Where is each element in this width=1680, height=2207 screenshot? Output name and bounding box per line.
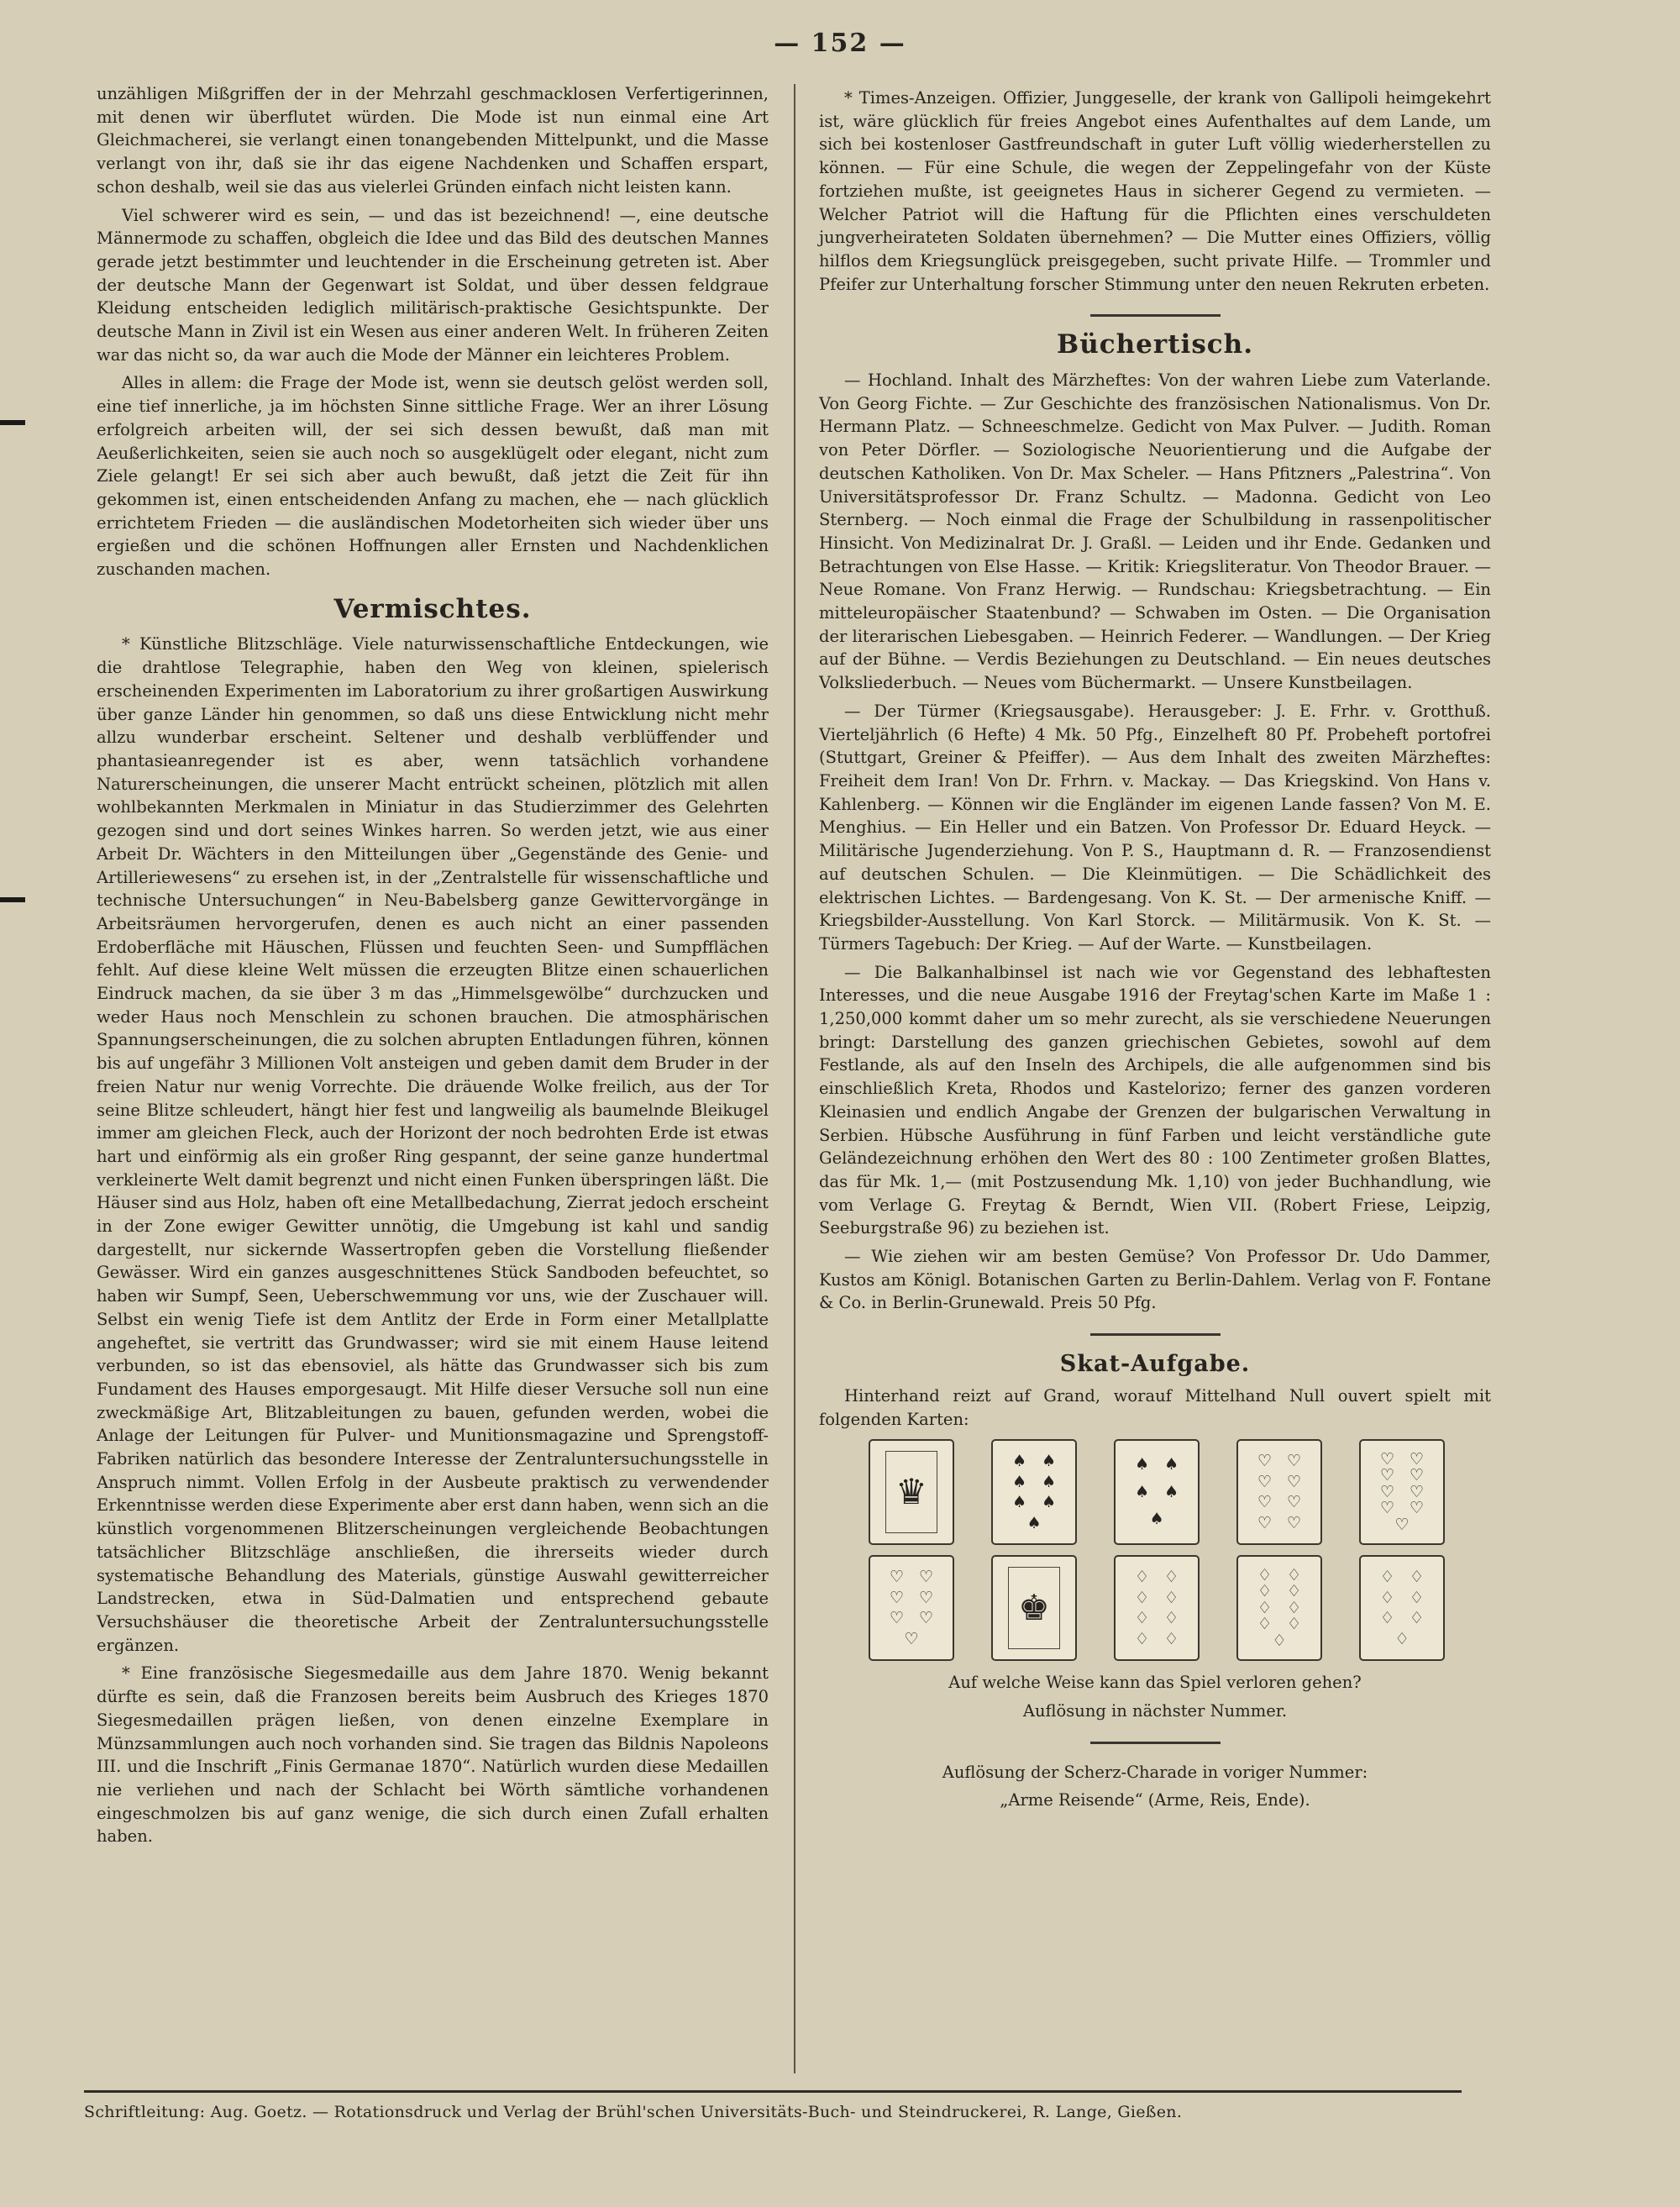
card-pips [1005, 1451, 1063, 1533]
playing-card [1236, 1439, 1322, 1545]
card-pips [1127, 1451, 1186, 1533]
margin-mark [0, 897, 25, 902]
suit-pip-icon: ♡ [918, 1568, 934, 1587]
suit-pip-icon: ♢ [1257, 1598, 1273, 1617]
suit-pip-icon: ♢ [1286, 1598, 1302, 1617]
suit-pip-icon: ♠ [1163, 1482, 1179, 1501]
suit-pip-icon: ♠ [1163, 1455, 1179, 1474]
suit-pip-icon: ♠ [1011, 1493, 1027, 1512]
margin-mark [0, 420, 25, 425]
playing-card [869, 1555, 954, 1661]
news-item: * Künstliche Blitzschläge. Viele naturwissenschaftliche Entdeckungen, wie die drahtlose Telegraphie, haben den Weg von kleinen, spielerisch erscheinenden Experimenten im Laboratorium zu ihrer großartigen Auswirkung über ganze Länder hin genommen, so daß uns diese Entwicklung nicht mehr allzu wunderbar erscheint. Seltener und deshalb verblüffender und phantasieanregender ist es aber, wenn tatsächlich vorhandene Naturerscheinungen, die unserer Macht entrückt scheinen, plötzlich mit allen wohlbekannten Merkmalen in Miniatur in das Studierzimmer des Gelehrten gezogen sind und dort seines Winkes harren. So werden jetzt, wie aus einer Arbeit Dr. Wächters in den Mitteilungen über „Gegenstände des Genie- und Artilleriewesens“ zu ersehen ist, in der „Zentralstelle für wissenschaftliche und technische Untersuchungen“ in Neu-Babelsberg ganze Gewittervorgänge in Arbeitsräumen hervorgerufen, denen es auch nicht an einer passenden Erdoberfläche mit Häuschen, Flüssen und feuchten Seen- und Sumpfflächen fehlt. Auf diese kleine Welt müssen die erzeugten Blitze einen schauerlichen Eindruck machen, da sie über 3 m das „Himmelsgewölbe“ durchzucken und weder Haus noch Menschlein zu schonen brauchen. Die atmosphärischen Spannungserscheinungen, die zu solchen abrupten Entladungen führen, können bis auf ungefähr 3 Millionen Volt ansteigen und geben damit dem Bruder in der freien Natur nur wenig Vorrechte. Die dräuende Wolke freilich, aus der Tor seine Blitze schleudert, hängt hier fest und langweilig als baumelnde Bleikugel immer am gleichen Fleck, auch der Horizont der noch bedrohten Erde ist etwas hart und einförmig als ein großer Ring gespannt, der seine ganze hundertmal verkleinerte Welt damit begrenzt und nicht einen Funken überspringen läßt. Die Häuser sind aus Holz, haben oft eine Metallbedachung, Zierrat jedoch erscheint in der Zone ewiger Gewitter unnötig, die Umgebung ist kahl und sandig dargestellt, nur sickernde Wassertropfen geben die Vorstellung fließender Gewässer. Wird ein ganzes ausgeschnittenes Stück Sandboden befeuchtet, so haben wir Sumpf, Seen, Ueberschwemmung vor uns, wie der Zuschauer will. Selbst ein wenig Tiefe ist dem Antlitz der Erde in Form einer Metallplatte angeheftet, sie vertritt das Grundwasser; wird sie mit einem Hause leitend verbunden, so ist das ebensoviel, als hätte das Grundwasser sich bis zum Fundament des Hauses emporgesaugt. Mit Hilfe dieser Versuche soll nun eine zweckmäßige Art, Blitzableitungen zu bauen, gefunden werden, wobei die Anlage der Leitungen für Pulver- und Munitionsmagazine und Sprengstoff-Fabriken natürlich das besondere Interesse der Zentraluntersuchungsstelle in Anspruch nimmt. Vollen Erfolg in der Ausbeute praktisch zu verwendender Erkenntnisse werden diese Experimente aber erst dann haben, wenn sich an die künstlich vorgenommenen Blitzerscheinungen vergleichende Beobachtungen tatsächlicher Blitzschläge anschließen, die ihrerseits wieder durch systematische Behandlung des Materials, günstige Auswahl gewitterreicher Landstrecken, etwa in Süd-Dalmatien und entsprechend gebaute Versuchshäuser die theoretische Arbeit der Zentraluntersuchungsstelle ergänzen. [97, 634, 769, 1655]
suit-pip-icon: ♡ [889, 1568, 905, 1587]
card-pips [1373, 1451, 1431, 1533]
book-entry: — Die Balkanhalbinsel ist nach wie vor Gegenstand des lebhaftesten Interesses, und die neue Ausgabe 1916 der Freytag'schen Karte im Maße 1 : 1,250,000 kommt daher um so mehr zurecht, als sie verschiedene Neuerungen bringt: Darstellung des ganzen griechischen Gebietes, sowohl auf dem Festlande, als auf den Inseln des Archipels, die alle aufgenommen sind bis einschließlich Kreta, Rhodos und Kastelorizo; ferner des ganzen vorderen Kleinasien und endlich Angabe der Grenzen der bulgarischen Verwaltung in Serbien. Hübsche Ausführung in fünf Farben und leicht verständliche gute Geländezeichnung erhöhen den Wert des 80 : 100 Zentimeter großen Blattes, das für Mk. 1,— (mit Postzusendung Mk. 1,10) von jeder Buchhandlung, wie vom Verlage G. Freytag & Berndt, Wien VII. (Robert Friese, Leipzig, Seeburgstraße 96) zu beziehen ist. [819, 962, 1491, 1238]
right-column [819, 87, 1491, 1817]
suit-pip-icon: ♢ [1134, 1629, 1150, 1648]
playing-card [1114, 1439, 1200, 1545]
card-pips [1127, 1567, 1186, 1649]
suit-pip-icon: ♡ [1286, 1513, 1302, 1532]
suit-pip-icon: ♢ [1134, 1609, 1150, 1628]
suit-pip-icon: ♠ [1026, 1513, 1042, 1532]
suit-pip-icon: ♢ [1134, 1588, 1150, 1607]
suit-pip-icon: ♡ [1409, 1482, 1425, 1501]
imprint-footer: Schriftleitung: Aug. Goetz. — Rotationsdruck und Verlag der Brühl'schen Universitäts-Buch- und Steindruckerei, R. Lange, Gießen. [84, 2090, 1462, 2121]
charade-answer: „Arme Reisende“ (Arme, Reis, Ende). [1000, 1790, 1310, 1810]
suit-pip-icon: ♢ [1163, 1588, 1179, 1607]
suit-pip-icon: ♡ [1286, 1472, 1302, 1491]
page-number: — 152 — [774, 29, 906, 58]
playing-card [869, 1439, 954, 1545]
suit-pip-icon: ♡ [918, 1609, 934, 1628]
court-card-figure-icon: ♛ [885, 1451, 937, 1533]
skat-question: Auf welche Weise kann das Spiel verloren gehen? [948, 1673, 1362, 1693]
suit-pip-icon: ♢ [1379, 1609, 1395, 1628]
suit-pip-icon: ♢ [1257, 1615, 1273, 1634]
suit-pip-icon: ♡ [1257, 1472, 1273, 1491]
suit-pip-icon: ♡ [1286, 1493, 1302, 1512]
card-pips [1373, 1567, 1431, 1649]
skat-card-grid [819, 1439, 1491, 1661]
suit-pip-icon: ♠ [1011, 1472, 1027, 1491]
card-pips [1250, 1567, 1309, 1649]
suit-pip-icon: ♡ [1379, 1466, 1395, 1485]
suit-pip-icon: ♢ [1409, 1609, 1425, 1628]
card-pips [1250, 1451, 1309, 1533]
book-entry: — Wie ziehen wir am besten Gemüse? Von Professor Dr. Udo Dammer, Kustos am Königl. Botanischen Garten zu Berlin-Dahlem. Verlag von F. Fontane & Co. in Berlin-Grunewald. Preis 50 Pfg. [819, 1247, 1491, 1313]
suit-pip-icon: ♢ [1163, 1609, 1179, 1628]
playing-card [991, 1555, 1077, 1661]
suit-pip-icon: ♡ [1286, 1452, 1302, 1471]
suit-pip-icon: ♡ [889, 1588, 905, 1607]
section-rule [1090, 1742, 1221, 1744]
suit-pip-icon: ♢ [1286, 1615, 1302, 1634]
article-paragraph: Alles in allem: die Frage der Mode ist, wenn sie deutsch gelöst werden soll, eine tief innerliche, ja im höchsten Sinne sittliche Frage. Wer an ihrer Lösung erfolgreich arbeiten will, der sei sich dessen bewußt, daß man mit Aeußerlichkeiten, seien sie auch noch so ausgeklügelt oder elegant, nicht zum Ziele gelangt! Er sei sich aber auch bewußt, daß jetzt die Zeit für ihn gekommen ist, einen entscheidenden Anfang zu machen, ehe — nach glücklich errichtetem Frieden — die ausländischen Modetorheiten sich wieder über uns ergießen und die schönen Hoffnungen aller Ernsten und Nachdenklichen zuschanden machen. [97, 373, 769, 580]
suit-pip-icon: ♢ [1134, 1568, 1150, 1587]
suit-pip-icon: ♡ [1379, 1482, 1395, 1501]
section-title-vermischtes: Vermischtes. [333, 593, 532, 624]
book-entry: — Hochland. Inhalt des Märzheftes: Von der wahren Liebe zum Vaterlande. Von Georg Fichte. — Zur Geschichte des französischen Nationalismus. Von Dr. Hermann Platz. — Schneeschmelze. Gedicht von Max Pulver. — Judith. Roman von Peter Dörfler. — Soziologische Neuorientierung und die Aufgabe der deutschen Katholiken. Von Dr. Max Scheler. — Hans Pfitzners „Palestrina“. Von Universitätsprofessor Dr. Franz Schultz. — Madonna. Gedicht von Leo Sternberg. — Noch einmal die Frage der Schulbildung in rassenpolitischer Hinsicht. Von Medizinalrat Dr. J. Graßl. — Leiden und ihr Ende. Gedanken und Betrachtungen von Else Hasse. — Kritik: Kriegsliteratur. Von Theodor Brauer. — Neue Romane. Von Franz Herwig. — Rundschau: Kriegsbetrachtung. — Ein mitteleuropäischer Staatenbund? — Schwaben im Osten. — Die Organisation der literarischen Liebesgaben. — Heinrich Federer. — Wandlungen. — Der Krieg auf der Bühne. — Verdis Beziehungen zu Deutschland. — Ein neues deutsches Volksliederbuch. — Neues vom Büchermarkt. — Unsere Kunstbeilagen. [819, 370, 1491, 693]
section-title-skat: Skat-Aufgabe. [1059, 1351, 1251, 1378]
suit-pip-icon: ♢ [1257, 1565, 1273, 1584]
skat-intro: Hinterhand reizt auf Grand, worauf Mittelhand Null ouvert spielt mit folgenden Karten: [819, 1385, 1491, 1429]
news-item: * Eine französische Siegesmedaille aus dem Jahre 1870. Wenig bekannt dürfte es sein, daß die Franzosen bereits beim Ausbruch des Krieges 1870 Siegesmedaillen prägen ließen, von denen einzelne Exemplare in Münzsammlungen auch noch vorhanden sind. Sie tragen das Bildnis Napoleons III. und die Inschrift „Finis Germanae 1870“. Natürlich wurden diese Medaillen nie verliehen und nach der Schlacht bei Wörth sämtliche vorhandenen eingeschmolzen bis auf ganz wenige, die sich durch einen Zufall erhalten haben. [97, 1663, 769, 1847]
playing-card [1359, 1555, 1445, 1661]
suit-pip-icon: ♡ [1409, 1499, 1425, 1518]
suit-pip-icon: ♢ [1163, 1629, 1179, 1648]
suit-pip-icon: ♢ [1272, 1631, 1287, 1650]
suit-pip-icon: ♠ [1011, 1452, 1027, 1471]
charade-heading: Auflösung der Scherz-Charade in voriger Nummer: [942, 1762, 1368, 1782]
suit-pip-icon: ♡ [1379, 1449, 1395, 1469]
suit-pip-icon: ♡ [904, 1629, 919, 1648]
column-divider [794, 84, 795, 2073]
article-paragraph: unzähligen Mißgriffen der in der Mehrzahl geschmacklosen Verfertigerinnen, mit denen wir überflutet würden. Die Mode ist nun einmal eine Art Gleichmacherei, sie verlangt einen tonangebenden Mittelpunkt, und die Masse verlangt von ihr, daß sie ihr das eigene Nachdenken und Schaffen erspart, schon deshalb, weil sie das aus vielerlei Gründen einfach nicht leisten kann. [97, 84, 769, 197]
left-column [97, 82, 769, 1853]
suit-pip-icon: ♠ [1134, 1482, 1150, 1501]
playing-card [1236, 1555, 1322, 1661]
suit-pip-icon: ♠ [1041, 1472, 1057, 1491]
suit-pip-icon: ♡ [1257, 1493, 1273, 1512]
book-entry: — Der Türmer (Kriegsausgabe). Herausgeber: J. E. Frhr. v. Grotthuß. Vierteljährlich (6 Hefte) 4 Mk. 50 Pfg., Einzelheft 80 Pf. Probeheft portofrei (Stuttgart, Greiner & Pfeiffer). — Aus dem Inhalt des zweiten Märzheftes: Freiheit dem Iran! Von Dr. Frhrn. v. Mackay. — Das Kriegskind. Von Hans v. Kahlenberg. — Können wir die Engländer im eigenen Lande fassen? Von M. E. Menghius. — Ein Heller und ein Batzen. Von Professor Dr. Eduard Heyck. — Militärische Jugenderziehung. Von P. S., Hauptmann d. R. — Franzosendienst auf deutschen Schulen. — Die Kleinmütigen. — Die Schädlichkeit des elektrischen Lichtes. — Bardengesang. Von K. St. — Der armenische Kniff. — Kriegsbilder-Ausstellung. Von Karl Storck. — Militärmusik. Von K. St. — Türmers Tagebuch: Der Krieg. — Auf der Warte. — Kunstbeilagen. [819, 701, 1491, 954]
suit-pip-icon: ♡ [1409, 1466, 1425, 1485]
suit-pip-icon: ♢ [1286, 1582, 1302, 1601]
suit-pip-icon: ♡ [1394, 1515, 1410, 1534]
article-paragraph: Viel schwerer wird es sein, — und das ist bezeichnend! —, eine deutsche Männermode zu schaffen, obgleich die Idee und das Bild des deutschen Mannes gerade jetzt bestimmter und leuchtender in die Erscheinung getreten ist. Aber der deutsche Mann der Gegenwart ist Soldat, und über dessen feldgraue Kleidung entscheiden lediglich militärisch-praktische Gesichtspunkte. Der deutsche Mann in Zivil ist ein Wesen aus einer anderen Welt. In früheren Zeiten war das nicht so, da war auch die Mode der Männer ein leichteres Problem. [97, 205, 769, 365]
suit-pip-icon: ♠ [1041, 1493, 1057, 1512]
card-pips [882, 1567, 941, 1649]
suit-pip-icon: ♡ [1257, 1513, 1273, 1532]
suit-pip-icon: ♢ [1409, 1568, 1425, 1587]
suit-pip-icon: ♠ [1149, 1510, 1164, 1529]
suit-pip-icon: ♠ [1041, 1452, 1057, 1471]
suit-pip-icon: ♢ [1379, 1588, 1395, 1607]
playing-card [1359, 1439, 1445, 1545]
suit-pip-icon: ♢ [1286, 1565, 1302, 1584]
court-card-figure-icon: ♚ [1008, 1567, 1060, 1649]
news-item: * Times-Anzeigen. Offizier, Junggeselle, der krank von Gallipoli heimgekehrt ist, wäre glücklich für freies Angebot eines Aufenthaltes auf dem Lande, um sich bei kostenloser Gastfreundschaft in guter Luft völlig wiederherstellen zu können. — Für eine Schule, die wegen der Zeppelingefahr von der Küste fortziehen mußte, ist geeignetes Haus in sicherer Gegend zu vermieten. — Welcher Patriot will die Haftung für die Pflichten eines verschuldeten jungverheirateten Soldaten übernehmen? — Die Mutter eines Offiziers, völlig hilflos dem Kriegsunglück preisgegeben, sucht private Hilfe. — Trommler und Pfeifer zur Unterhaltung forscher Stimmung unter den neuen Rekruten erbeten. [819, 88, 1491, 294]
playing-card [991, 1439, 1077, 1545]
suit-pip-icon: ♢ [1163, 1568, 1179, 1587]
skat-solution-note: Auflösung in nächster Nummer. [1022, 1700, 1288, 1721]
suit-pip-icon: ♢ [1257, 1582, 1273, 1601]
playing-card [1114, 1555, 1200, 1661]
suit-pip-icon: ♡ [918, 1588, 934, 1607]
suit-pip-icon: ♢ [1379, 1568, 1395, 1587]
suit-pip-icon: ♡ [889, 1609, 905, 1628]
suit-pip-icon: ♠ [1134, 1455, 1150, 1474]
suit-pip-icon: ♡ [1257, 1452, 1273, 1471]
section-rule [1090, 1333, 1221, 1336]
suit-pip-icon: ♢ [1394, 1629, 1410, 1648]
section-title-buechertisch: Büchertisch. [1057, 329, 1253, 360]
suit-pip-icon: ♡ [1379, 1499, 1395, 1518]
suit-pip-icon: ♡ [1409, 1449, 1425, 1469]
section-rule [1090, 314, 1221, 317]
suit-pip-icon: ♢ [1409, 1588, 1425, 1607]
